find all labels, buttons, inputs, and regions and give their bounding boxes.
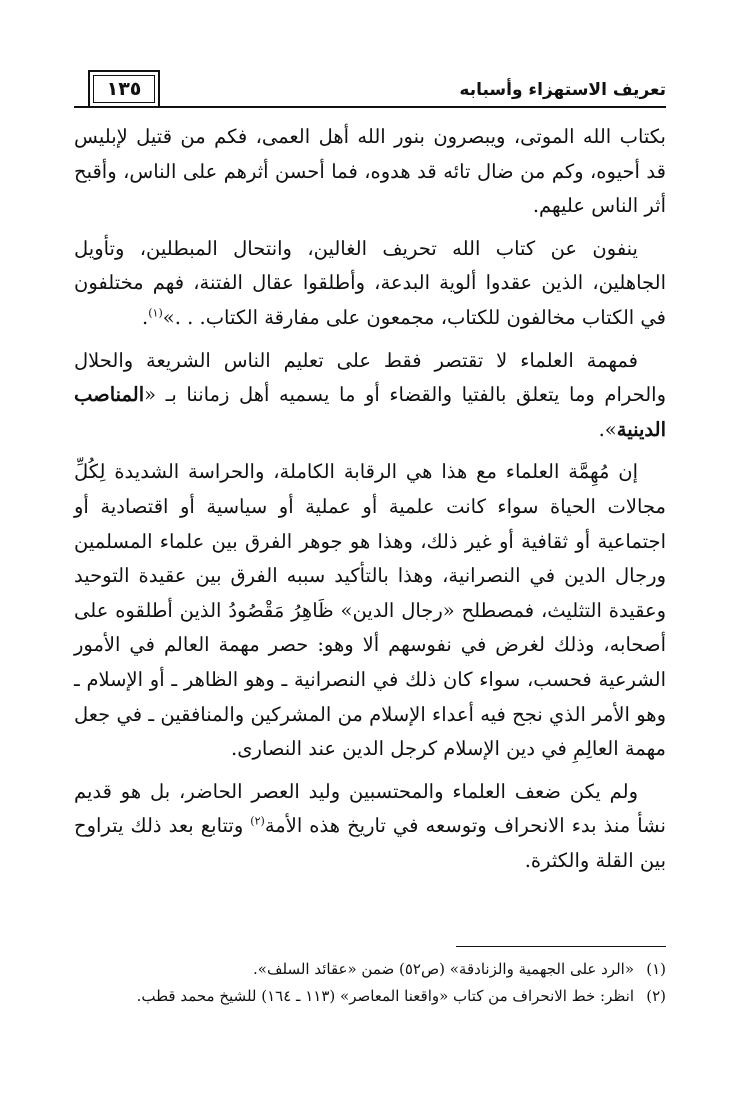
footnote-text: «الرد على الجهمية والزنادقة» (ص٥٢) ضمن «عقائد السلف». [253, 960, 634, 978]
footnote [74, 983, 666, 1010]
paragraph [74, 775, 666, 879]
paragraph-text: إن مُهِمَّة العلماء مع هذا هي الرقابة الكاملة، والحراسة الشديدة لِكُلِّ مجالات الحياة سواء كانت علمية أو عملية أو سياسية أو اقتصادية أو اجتماعية أو ثقافية أو غير ذلك، وهذا هو جوهر الفرق بين علماء المسلمين ورجال الدين في النصرانية، وهذا بالتأكيد سببه الفرق بين عقيدة التوحيد وعقيدة التثليث، فمصطلح «رجال الدين» ظَاهِرُ مَقْصُودُ الذين أطلقوه على أصحابه، وذلك لغرض في نفوسهم ألا وهو: حصر مهمة العالم في الأمور الشرعية فحسب، سواء كان ذلك في النصرانية ـ وهو الظاهر ـ أو الإسلام ـ وهو الأمر الذي نجح فيه أعداء الإسلام من المشركين والمنافقين ـ في جعل مهمة العالِمِ في دين الإسلام كرجل الدين عند النصارى. [74, 460, 666, 761]
paragraph [74, 120, 666, 224]
page-number: ١٣٥ [88, 70, 160, 108]
paragraph-text: ينفون عن كتاب الله تحريف الغالين، وانتحال المبطلين، وتأويل الجاهلين، الذين عقدوا ألوية البدعة، وأطلقوا عقال الفتنة، فهم مختلفون في الكتاب مخالفون للكتاب، مجمعون على مفارقة الكتاب. . .» [74, 236, 666, 329]
paragraph [74, 455, 666, 766]
page-header [74, 64, 666, 108]
footnote [74, 956, 666, 983]
footnote-number: (٢) [646, 987, 666, 1005]
paragraph-tail: ». [598, 417, 617, 441]
paragraph-tail: وتتابع بعد ذلك يتراوح بين القلة والكثرة. [74, 814, 666, 872]
bold-term: المناصب الدينية [74, 383, 666, 441]
paragraph-text: فمهمة العلماء لا تقتصر فقط على تعليم الناس الشريعة والحلال والحرام وما يتعلق بالفتيا والقضاء أو ما يسميه أهل زماننا بـ « [74, 348, 666, 407]
running-title: تعريف الاستهزاء وأسبابه [459, 80, 666, 100]
paragraph-tail: . [142, 305, 149, 329]
footnote-ref[interactable]: (٢) [250, 814, 265, 828]
footnotes [74, 956, 666, 1010]
footnote-separator [456, 946, 666, 947]
book-page [74, 64, 666, 1074]
footnote-number: (١) [646, 960, 666, 978]
paragraph [74, 232, 666, 336]
paragraph [74, 344, 666, 448]
footnote-ref[interactable]: (١) [148, 306, 163, 320]
paragraph-text: بكتاب الله الموتى، ويبصرون بنور الله أهل العمى، فكم من قتيل لإبليس قد أحيوه، وكم من ضال تائه قد هدوه، فما أحسن أثرهم على الناس، وأقبح أثر الناس عليهم. [74, 125, 666, 218]
body-text [74, 120, 666, 878]
header-rule [74, 106, 666, 108]
paragraph-text: ولم يكن ضعف العلماء والمحتسبين وليد العصر الحاضر، بل هو قديم نشأ منذ بدء الانحراف وتوسعه في تاريخ هذه الأمة [74, 779, 666, 838]
footnote-text: انظر: خط الانحراف من كتاب «واقعنا المعاصر» (١١٣ ـ ١٦٤) للشيخ محمد قطب. [136, 987, 634, 1005]
